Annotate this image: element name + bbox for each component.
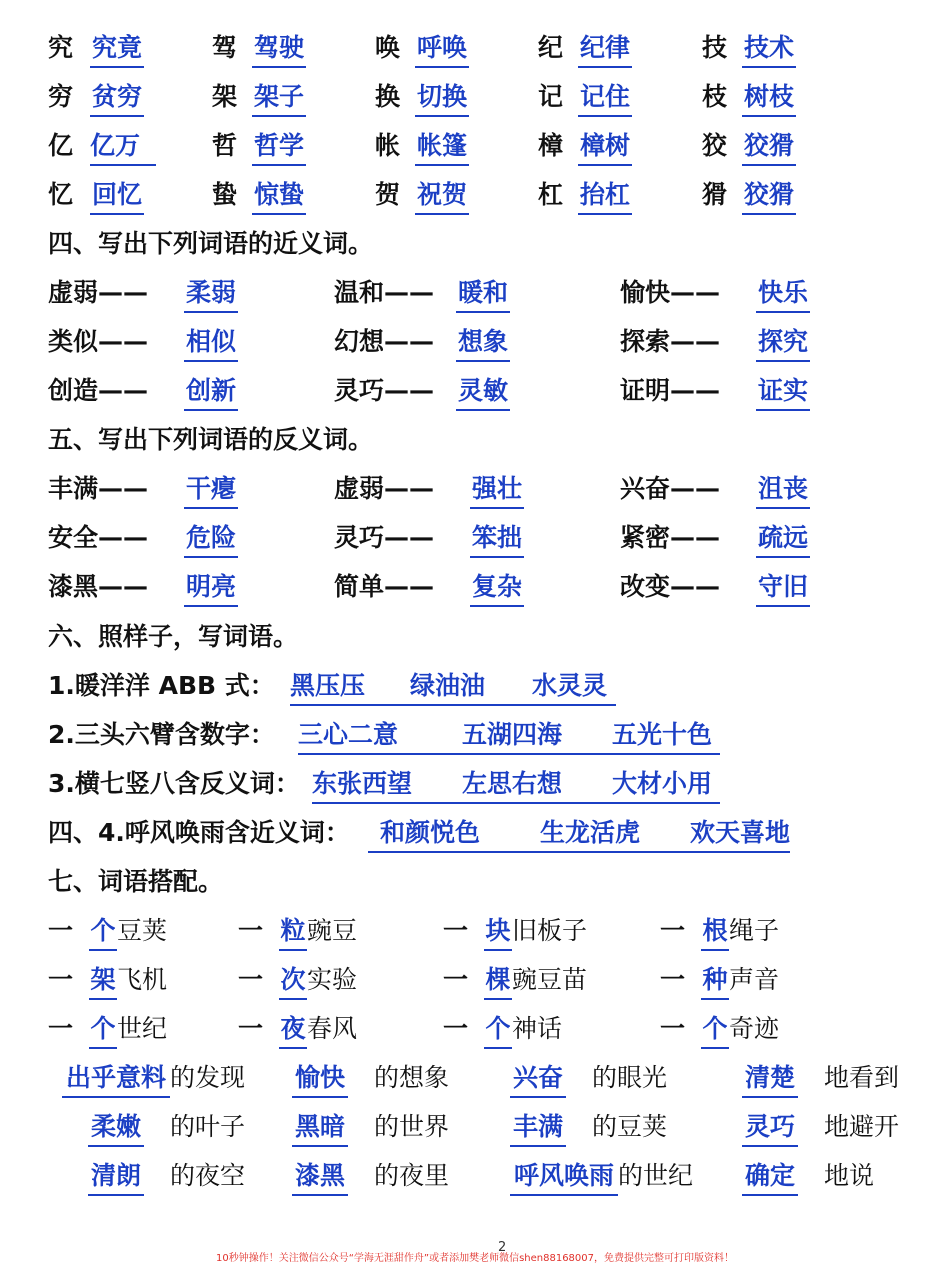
measure-word: 个 [484, 1011, 512, 1049]
pattern-row [0, 815, 950, 855]
measure-one: 一 [443, 1014, 469, 1043]
answer-word: 愉快 [292, 1060, 348, 1098]
answer-word: 暖和 [456, 275, 510, 313]
answer-word: 黑压压 [290, 671, 366, 700]
answer-word: 疏远 [756, 520, 810, 558]
prompt-word: 虚弱—— [334, 474, 435, 503]
answer-word: 祝贺 [415, 177, 469, 215]
answer-word: 复杂 [470, 569, 524, 607]
prompt-word: 改变—— [620, 572, 721, 601]
measure-word: 个 [701, 1011, 729, 1049]
char: 哲 [212, 131, 238, 160]
answer-word: 绿油油 [410, 671, 486, 700]
answer-word: 灵敏 [456, 373, 510, 411]
answer-word: 亿万 [90, 128, 156, 166]
answer-word: 架子 [252, 79, 306, 117]
footer-notice: 10秒钟操作！关注微信公众号“学海无涯甜作舟”或者添加樊老师微信shen88168007，免费提供完整可打印版资料！ [215, 1253, 735, 1264]
noun: 豌豆 [307, 916, 358, 945]
char: 纪 [538, 33, 564, 62]
answer-word: 狡猾 [742, 177, 796, 215]
answer-word: 贫穷 [90, 79, 144, 117]
measure-one: 一 [660, 916, 686, 945]
pattern-label: 2.三头六臂含数字： [48, 720, 275, 749]
measure-one: 一 [443, 965, 469, 994]
char: 究 [48, 33, 74, 62]
pattern-row [0, 717, 950, 757]
section-title-collocations: 七、词语搭配。 [48, 867, 224, 896]
answer-word: 丰满 [510, 1109, 566, 1147]
answer-word: 相似 [184, 324, 238, 362]
measure-word: 次 [279, 962, 307, 1000]
phrase-row [0, 1109, 950, 1149]
measure-one: 一 [238, 916, 264, 945]
phrase-tail: 地说 [824, 1161, 875, 1190]
char: 记 [538, 82, 564, 111]
prompt-word: 简单—— [334, 572, 435, 601]
answer-word: 帐篷 [415, 128, 469, 166]
measure-one: 一 [443, 916, 469, 945]
phrase-tail: 的想象 [374, 1063, 450, 1092]
pattern-answers [368, 815, 790, 853]
measure-word: 种 [701, 962, 729, 1000]
measure-row [0, 1011, 950, 1051]
char: 帐 [375, 131, 401, 160]
answer-word: 创新 [184, 373, 238, 411]
answer-word: 柔弱 [184, 275, 238, 313]
answer-word: 明亮 [184, 569, 238, 607]
answer-word: 三心二意 [298, 720, 399, 749]
prompt-word: 兴奋—— [620, 474, 721, 503]
prompt-word: 温和—— [334, 278, 435, 307]
answer-word: 黑暗 [292, 1109, 348, 1147]
measure-one: 一 [238, 965, 264, 994]
answer-word: 灵巧 [742, 1109, 798, 1147]
synonym-row [0, 373, 950, 413]
measure-one: 一 [48, 1014, 74, 1043]
answer-word: 东张西望 [312, 769, 413, 798]
answer-word: 大材小用 [612, 769, 713, 798]
phrase-tail: 的夜里 [374, 1161, 450, 1190]
answer-word: 惊蛰 [252, 177, 306, 215]
measure-word: 夜 [279, 1011, 307, 1049]
answer-word: 纪律 [578, 30, 632, 68]
antonym-row [0, 471, 950, 511]
section-title-patterns: 六、照样子，写词语。 [48, 622, 299, 651]
measure-one: 一 [48, 965, 74, 994]
measure-one: 一 [48, 916, 74, 945]
prompt-word: 漆黑—— [48, 572, 149, 601]
page-number: 2 [498, 1240, 507, 1255]
noun: 飞机 [117, 965, 168, 994]
phrase-tail: 的豆荚 [592, 1112, 668, 1141]
char: 技 [702, 33, 728, 62]
char: 杠 [538, 180, 564, 209]
answer-word: 柔嫩 [88, 1109, 144, 1147]
prompt-word: 类似—— [48, 327, 149, 356]
char-row [0, 30, 950, 70]
answer-word: 探究 [756, 324, 810, 362]
answer-word: 危险 [184, 520, 238, 558]
answer-word: 五光十色 [612, 720, 713, 749]
synonym-row [0, 324, 950, 364]
noun: 旧板子 [512, 916, 588, 945]
char: 亿 [48, 131, 74, 160]
char-row [0, 79, 950, 119]
char-row [0, 177, 950, 217]
answer-word: 驾驶 [252, 30, 306, 68]
noun: 豌豆苗 [512, 965, 588, 994]
answer-word: 左思右想 [462, 769, 563, 798]
pattern-label: 四、4.呼风唤雨含近义词： [48, 818, 350, 847]
noun: 奇迹 [729, 1014, 780, 1043]
phrase-tail: 的世纪 [618, 1161, 694, 1190]
measure-word: 棵 [484, 962, 512, 1000]
answer-word: 呼风唤雨 [510, 1158, 618, 1196]
measure-word: 个 [89, 913, 117, 951]
prompt-word: 探索—— [620, 327, 721, 356]
char: 驾 [212, 33, 238, 62]
pattern-row [0, 766, 950, 806]
answer-word: 证实 [756, 373, 810, 411]
noun: 春风 [307, 1014, 358, 1043]
char: 枝 [702, 82, 728, 111]
answer-word: 切换 [415, 79, 469, 117]
char: 穷 [48, 82, 74, 111]
measure-one: 一 [660, 965, 686, 994]
noun: 绳子 [729, 916, 780, 945]
char: 狡 [702, 131, 728, 160]
answer-word: 干瘪 [184, 471, 238, 509]
char: 换 [375, 82, 401, 111]
pattern-answers [298, 717, 720, 755]
measure-word: 个 [89, 1011, 117, 1049]
phrase-row [0, 1158, 950, 1198]
pattern-answers [312, 766, 720, 804]
prompt-word: 紧密—— [620, 523, 721, 552]
answer-word: 树枝 [742, 79, 796, 117]
phrase-tail: 的夜空 [170, 1161, 246, 1190]
answer-word: 抬杠 [578, 177, 632, 215]
answer-word: 守旧 [756, 569, 810, 607]
pattern-answers [290, 668, 616, 706]
phrase-tail: 的眼光 [592, 1063, 668, 1092]
pattern-label: 1.暖洋洋 ABB 式： [48, 671, 275, 700]
measure-word: 架 [89, 962, 117, 1000]
char: 唤 [375, 33, 401, 62]
prompt-word: 幻想—— [334, 327, 435, 356]
char: 蛰 [212, 180, 238, 209]
answer-word: 清楚 [742, 1060, 798, 1098]
prompt-word: 灵巧—— [334, 376, 435, 405]
phrase-tail: 的发现 [170, 1063, 246, 1092]
noun: 神话 [512, 1014, 563, 1043]
char: 猾 [702, 180, 728, 209]
measure-row [0, 962, 950, 1002]
phrase-tail: 地看到 [824, 1063, 900, 1092]
measure-one: 一 [238, 1014, 264, 1043]
answer-word: 生龙活虎 [540, 818, 641, 847]
pattern-row [0, 668, 950, 708]
prompt-word: 证明—— [620, 376, 721, 405]
prompt-word: 愉快—— [620, 278, 721, 307]
answer-word: 水灵灵 [532, 671, 608, 700]
answer-word: 漆黑 [292, 1158, 348, 1196]
prompt-word: 安全—— [48, 523, 149, 552]
answer-word: 想象 [456, 324, 510, 362]
answer-word: 出乎意料 [62, 1060, 170, 1098]
phrase-tail: 的叶子 [170, 1112, 246, 1141]
section-title-synonyms: 四、写出下列词语的近义词。 [48, 229, 374, 258]
prompt-word: 虚弱—— [48, 278, 149, 307]
answer-word: 五湖四海 [462, 720, 563, 749]
answer-word: 狡猾 [742, 128, 796, 166]
antonym-row [0, 569, 950, 609]
noun: 实验 [307, 965, 358, 994]
measure-word: 根 [701, 913, 729, 951]
answer-word: 欢天喜地 [690, 818, 791, 847]
answer-word: 究竟 [90, 30, 144, 68]
char-row [0, 128, 950, 168]
antonym-row [0, 520, 950, 560]
answer-word: 清朗 [88, 1158, 144, 1196]
answer-word: 技术 [742, 30, 796, 68]
noun: 声音 [729, 965, 780, 994]
prompt-word: 创造—— [48, 376, 149, 405]
section-title-antonyms: 五、写出下列词语的反义词。 [48, 425, 374, 454]
measure-row [0, 913, 950, 953]
phrase-tail: 地避开 [824, 1112, 900, 1141]
answer-word: 呼唤 [415, 30, 469, 68]
phrase-tail: 的世界 [374, 1112, 450, 1141]
measure-word: 块 [484, 913, 512, 951]
synonym-row [0, 275, 950, 315]
answer-word: 哲学 [252, 128, 306, 166]
char: 樟 [538, 131, 564, 160]
answer-word: 强壮 [470, 471, 524, 509]
answer-word: 回忆 [90, 177, 144, 215]
prompt-word: 灵巧—— [334, 523, 435, 552]
char: 忆 [48, 180, 74, 209]
answer-word: 樟树 [578, 128, 632, 166]
phrase-row [0, 1060, 950, 1100]
noun: 豆荚 [117, 916, 168, 945]
answer-word: 确定 [742, 1158, 798, 1196]
pattern-label: 3.横七竖八含反义词： [48, 769, 300, 798]
answer-word: 笨拙 [470, 520, 524, 558]
prompt-word: 丰满—— [48, 474, 149, 503]
answer-word: 记住 [578, 79, 632, 117]
measure-one: 一 [660, 1014, 686, 1043]
noun: 世纪 [117, 1014, 168, 1043]
answer-word: 快乐 [756, 275, 810, 313]
answer-word: 和颜悦色 [380, 818, 481, 847]
measure-word: 粒 [279, 913, 307, 951]
char: 架 [212, 82, 238, 111]
char: 贺 [375, 180, 401, 209]
answer-word: 沮丧 [756, 471, 810, 509]
answer-word: 兴奋 [510, 1060, 566, 1098]
